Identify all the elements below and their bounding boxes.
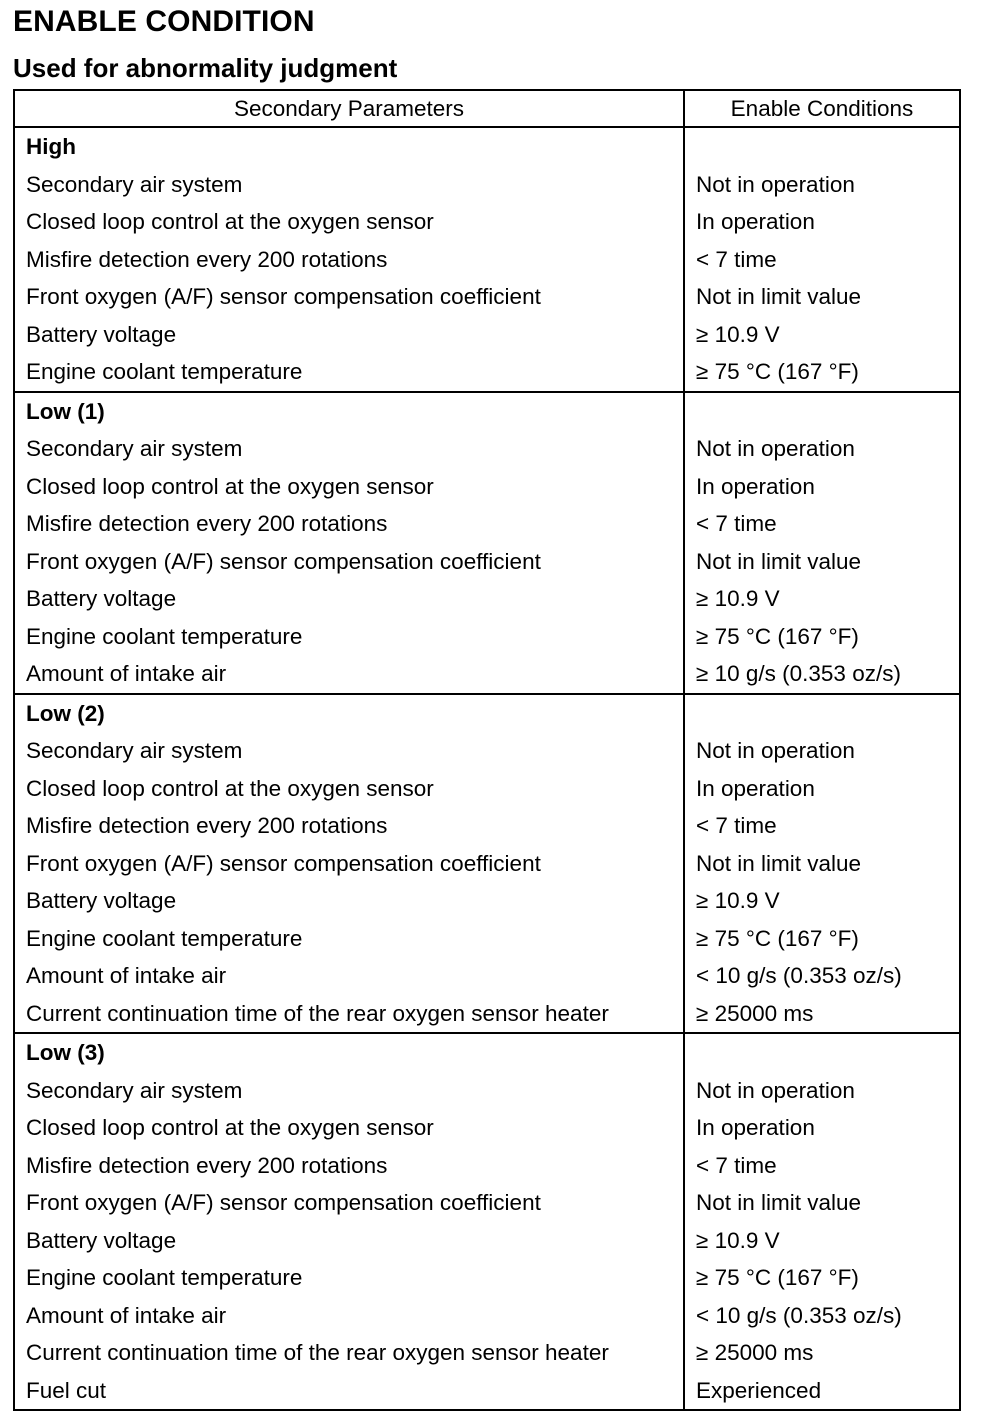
parameter-cell: Current continuation time of the rear oxygen sensor heater: [14, 995, 684, 1034]
table-header: [14, 90, 960, 127]
parameter-cell: Engine coolant temperature: [14, 1259, 684, 1297]
group-label-row: [14, 694, 960, 733]
condition-group: [14, 392, 960, 694]
table-row: [14, 882, 960, 920]
table-row: [14, 353, 960, 392]
table-row: [14, 166, 960, 204]
condition-cell: ≥ 75 °C (167 °F): [696, 1265, 859, 1290]
condition-cell: In operation: [696, 209, 815, 234]
parameter-cell: Engine coolant temperature: [14, 618, 684, 656]
header-enable-conditions: Enable Conditions: [684, 90, 960, 127]
group-label: High: [14, 127, 684, 166]
table-row: [14, 995, 960, 1034]
table-row: [14, 1259, 960, 1297]
parameter-cell: Misfire detection every 200 rotations: [14, 1147, 684, 1185]
parameter-cell: Misfire detection every 200 rotations: [14, 505, 684, 543]
table-row: [14, 1109, 960, 1147]
table-row: [14, 430, 960, 468]
table-row: [14, 1072, 960, 1110]
condition-cell: ≥ 10.9 V: [696, 888, 780, 913]
group-label-empty-cell: [684, 392, 960, 431]
condition-cell: < 7 time: [696, 246, 777, 272]
parameter-cell: Secondary air system: [14, 732, 684, 770]
table-row: [14, 1222, 960, 1260]
group-label-row: [14, 127, 960, 166]
group-label: Low (3): [14, 1033, 684, 1072]
parameter-cell: Current continuation time of the rear oxygen sensor heater: [14, 1334, 684, 1372]
parameter-cell: Front oxygen (A/F) sensor compensation coefficient: [14, 278, 684, 316]
parameter-cell: Amount of intake air: [14, 655, 684, 694]
group-label-empty-cell: [684, 1033, 960, 1072]
table-row: [14, 807, 960, 845]
parameter-cell: Closed loop control at the oxygen sensor: [14, 203, 684, 241]
parameter-cell: Front oxygen (A/F) sensor compensation coefficient: [14, 543, 684, 581]
condition-cell: ≥ 25000 ms: [696, 1340, 814, 1365]
condition-cell: ≥ 25000 ms: [696, 1000, 814, 1026]
condition-cell: Not in operation: [696, 436, 855, 461]
parameter-cell: Misfire detection every 200 rotations: [14, 241, 684, 279]
table-row: [14, 618, 960, 656]
table-row: [14, 920, 960, 958]
table-row: [14, 957, 960, 995]
condition-cell: Not in limit value: [696, 1190, 862, 1215]
table-row: [14, 543, 960, 581]
condition-cell: ≥ 10.9 V: [696, 1227, 780, 1253]
parameter-cell: Secondary air system: [14, 1072, 684, 1110]
parameter-cell: Engine coolant temperature: [14, 920, 684, 958]
table-row: [14, 278, 960, 316]
condition-cell: In operation: [696, 1115, 815, 1140]
table-row: [14, 1334, 960, 1372]
parameter-cell: Closed loop control at the oxygen sensor: [14, 468, 684, 506]
condition-group: [14, 1033, 960, 1410]
table-row: [14, 505, 960, 543]
group-label-empty-cell: [684, 694, 960, 733]
table-row: [14, 845, 960, 883]
page-title: ENABLE CONDITION: [13, 5, 315, 38]
parameter-cell: Secondary air system: [14, 166, 684, 204]
table-row: [14, 1372, 960, 1411]
condition-cell: < 7 time: [696, 1152, 777, 1178]
condition-cell: In operation: [696, 775, 815, 801]
condition-cell: Not in operation: [696, 1077, 855, 1103]
condition-group: [14, 694, 960, 1034]
parameter-cell: Amount of intake air: [14, 957, 684, 995]
table-row: [14, 1297, 960, 1335]
table-row: [14, 316, 960, 354]
condition-cell: < 7 time: [696, 813, 777, 838]
parameter-cell: Battery voltage: [14, 316, 684, 354]
condition-cell: Not in limit value: [696, 548, 862, 574]
table-row: [14, 655, 960, 694]
parameter-cell: Front oxygen (A/F) sensor compensation coefficient: [14, 845, 684, 883]
condition-cell: ≥ 10.9 V: [696, 321, 780, 347]
table-row: [14, 732, 960, 770]
condition-cell: Not in operation: [696, 738, 855, 763]
condition-cell: Not in operation: [696, 171, 855, 197]
condition-cell: Experienced: [696, 1377, 822, 1403]
parameter-cell: Battery voltage: [14, 580, 684, 618]
group-label-empty-cell: [684, 127, 960, 166]
parameter-cell: Closed loop control at the oxygen sensor: [14, 1109, 684, 1147]
parameter-cell: Amount of intake air: [14, 1297, 684, 1335]
table-row: [14, 580, 960, 618]
parameter-cell: Engine coolant temperature: [14, 353, 684, 392]
condition-cell: ≥ 10.9 V: [696, 586, 780, 611]
parameter-cell: Misfire detection every 200 rotations: [14, 807, 684, 845]
parameter-cell: Battery voltage: [14, 1222, 684, 1260]
table-row: [14, 770, 960, 808]
group-label: Low (1): [14, 392, 684, 431]
condition-cell: Not in limit value: [696, 284, 862, 309]
table-row: [14, 203, 960, 241]
condition-cell: ≥ 75 °C (167 °F): [696, 623, 859, 649]
enable-conditions-table: [13, 89, 961, 1411]
condition-cell: ≥ 75 °C (167 °F): [696, 925, 859, 951]
condition-cell: < 10 g/s (0.353 oz/s): [696, 963, 902, 988]
condition-cell: Not in limit value: [696, 850, 862, 876]
table-row: [14, 1147, 960, 1185]
condition-cell: In operation: [696, 473, 815, 499]
header-secondary-parameters: Secondary Parameters: [14, 90, 684, 127]
page-subtitle: Used for abnormality judgment: [13, 53, 398, 83]
group-label: Low (2): [14, 694, 684, 733]
parameter-cell: Battery voltage: [14, 882, 684, 920]
table-row: [14, 241, 960, 279]
condition-cell: < 7 time: [696, 511, 777, 536]
parameter-cell: Closed loop control at the oxygen sensor: [14, 770, 684, 808]
parameter-cell: Fuel cut: [14, 1372, 684, 1411]
condition-cell: ≥ 75 °C (167 °F): [696, 359, 859, 384]
condition-cell: ≥ 10 g/s (0.353 oz/s): [696, 661, 901, 686]
header-row: [14, 90, 960, 127]
table-row: [14, 468, 960, 506]
parameter-cell: Front oxygen (A/F) sensor compensation coefficient: [14, 1184, 684, 1222]
group-label-row: [14, 392, 960, 431]
group-label-row: [14, 1033, 960, 1072]
condition-cell: < 10 g/s (0.353 oz/s): [696, 1302, 902, 1328]
parameter-cell: Secondary air system: [14, 430, 684, 468]
table-row: [14, 1184, 960, 1222]
condition-group: [14, 127, 960, 392]
